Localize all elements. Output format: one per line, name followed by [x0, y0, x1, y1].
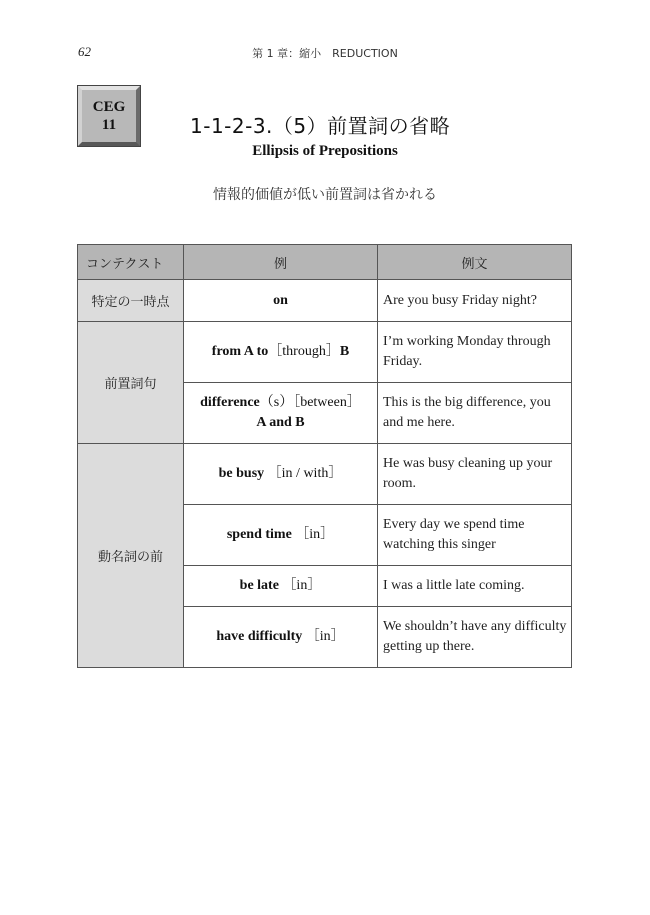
header-sentence: 例文	[378, 245, 572, 280]
pattern-cell	[184, 383, 378, 444]
ceg-badge	[78, 86, 140, 146]
sentence-cell: Are you busy Friday night?	[378, 280, 572, 322]
pattern-text: have difficulty	[216, 629, 303, 644]
pattern-bracket: ［in］	[305, 629, 345, 644]
sentence-cell: This is the big difference, you and me here.	[378, 383, 572, 444]
pattern-cell	[184, 444, 378, 505]
pattern-cell	[184, 566, 378, 607]
header-example: 例	[184, 245, 378, 280]
pattern-text: A and B	[256, 415, 305, 430]
pattern-bracket: ［in］	[295, 527, 335, 542]
ellipsis-table	[77, 244, 572, 668]
ceg-badge-number: 11	[101, 117, 117, 133]
sentence-cell: I’m working Monday through Friday.	[378, 322, 572, 383]
pattern-text: be late	[239, 578, 279, 593]
sentence-cell: He was busy cleaning up your room.	[378, 444, 572, 505]
pattern-text: be busy	[218, 466, 265, 481]
running-head: 第 1 章：縮小 REDUCTION	[252, 47, 398, 60]
pattern-text: spend time	[226, 527, 292, 542]
pattern-bracket: （s）［between］	[259, 395, 361, 410]
sentence-cell: Every day we spend time watching this singer	[378, 505, 572, 566]
pattern-cell	[184, 280, 378, 322]
pattern-cell	[184, 607, 378, 668]
context-cell: 特定の一時点	[78, 280, 184, 322]
pattern-text: difference	[200, 395, 260, 410]
pattern-bracket: ［in］	[282, 578, 322, 593]
context-cell: 動名詞の前	[78, 444, 184, 668]
table-row	[78, 280, 572, 322]
sentence-cell: We shouldn’t have any difficulty getting up there.	[378, 607, 572, 668]
pattern-text: B	[339, 344, 350, 359]
pattern-cell	[184, 322, 378, 383]
table-row	[78, 322, 572, 383]
pattern-bracket: ［in / with］	[267, 466, 343, 481]
ceg-badge-label: CEG	[92, 99, 126, 115]
sentence-cell: I was a little late coming.	[378, 566, 572, 607]
section-subtitle: Ellipsis of Prepositions	[252, 143, 398, 159]
context-cell: 前置詞句	[78, 322, 184, 444]
section-title: 1-1-2-3.（5）前置詞の省略	[190, 114, 451, 138]
header-context: コンテクスト	[78, 245, 184, 280]
pattern-text: from A to	[211, 344, 269, 359]
section-tagline: 情報的価値が低い前置詞は省かれる	[213, 187, 437, 203]
table-row	[78, 444, 572, 505]
pattern-text: on	[273, 292, 288, 308]
table-header-row	[78, 245, 572, 280]
pattern-cell	[184, 505, 378, 566]
page-number: 62	[78, 44, 91, 59]
pattern-bracket: ［through］	[268, 344, 340, 359]
